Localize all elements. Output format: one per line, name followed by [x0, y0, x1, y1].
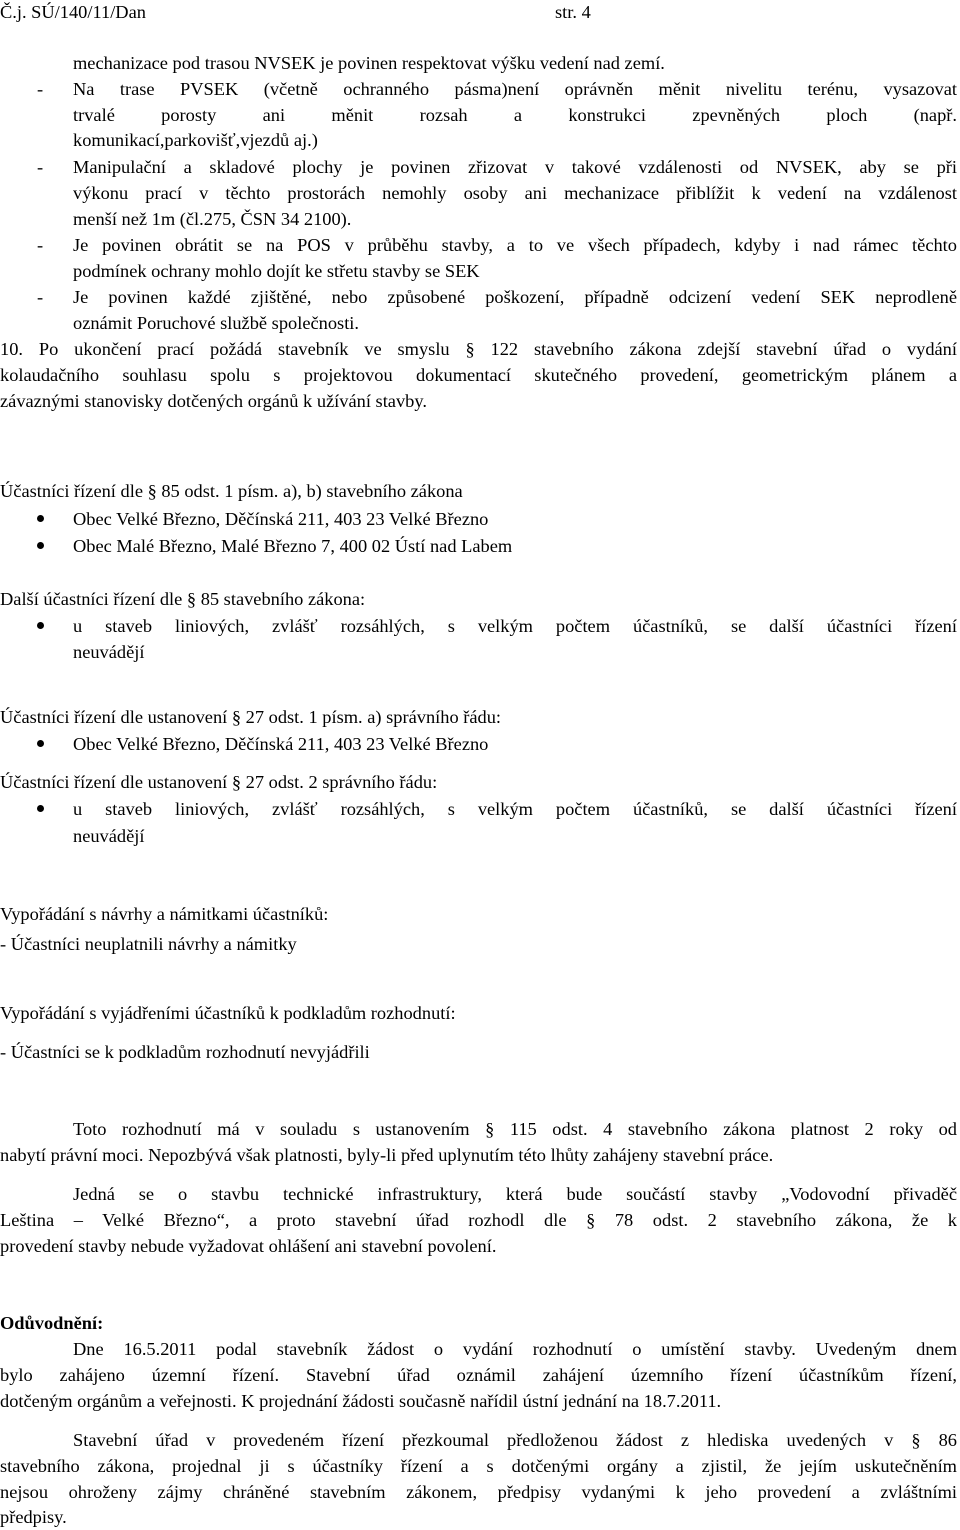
reasoning-line: Dne 16.5.2011 podal stavebník žádost o vydání rozhodnutí o umístění stavby. Uvedeným dnem	[73, 1339, 957, 1359]
condition-line: komunikací,parkovišť,vjezdů aj.)	[73, 130, 318, 150]
condition-line: menší než 1m (čl.275, ČSN 34 2100).	[73, 209, 352, 229]
condition-line: Na trase PVSEK (včetně ochranného pásma)není oprávněn měnit nivelitu terénu, vysazovat	[73, 79, 957, 99]
participant-item: Obec Velké Březno, Děčínská 211, 403 23 Velké Březno	[73, 509, 489, 529]
proposals-text: - Účastníci neuplatnili návrhy a námitky	[0, 934, 297, 954]
point-10-line: 10. Po ukončení prací požádá stavebník ve smyslu § 122 stavebního zákona zdejší stavební úřad o vydání	[0, 339, 957, 359]
reasoning-title	[0, 1311, 103, 1335]
participants-85-2-title: Další účastníci řízení dle § 85 stavebního zákona:	[0, 589, 366, 609]
bullet-icon	[37, 740, 44, 747]
validity-line: nabytí právní moci. Nepozbývá však platnosti, byly-li před uplynutím této lhůty zahájeny stavební práce.	[0, 1145, 774, 1165]
participants-27-1-title: Účastníci řízení dle ustanovení § 27 odst. 1 písm. a) správního řádu:	[0, 707, 502, 727]
reasoning-line: stavebního zákona, projednal ji s účastníky řízení a s dotčenými orgány a zjistil, že jejím uskutečněním	[0, 1456, 957, 1476]
condition-intro-line: mechanizace pod trasou NVSEK je povinen respektovat výšku vedení nad zemí.	[73, 53, 665, 73]
point-10-line: kolaudačního souhlasu spolu s projektovou dokumentací skutečného provedení, geometrickým plánem a	[0, 365, 957, 385]
validity-line: Toto rozhodnutí má v souladu s ustanovením § 115 odst. 4 stavebního zákona platnost 2 roky od	[73, 1119, 957, 1139]
participant-item: Obec Malé Březno, Malé Březno 7, 400 02 Ústí nad Labem	[73, 536, 513, 556]
condition-dash: -	[37, 235, 44, 255]
page-number: str. 4	[555, 2, 591, 22]
participants-27-2-title: Účastníci řízení dle ustanovení § 27 odst. 2 správního řádu:	[0, 772, 438, 792]
bullet-icon	[37, 622, 44, 629]
reasoning-line: předpisy.	[0, 1507, 67, 1527]
condition-line: Je povinen obrátit se na POS v průběhu stavby, a to ve všech případech, kdyby i nad rámec těchto	[73, 235, 957, 255]
proposals-title: Vypořádání s návrhy a námitkami účastníků:	[0, 904, 329, 924]
participant-item: u staveb liniových, zvlášť rozsáhlých, s velkým počtem účastníků, se další účastníci řízení	[73, 616, 957, 636]
bullet-icon	[37, 542, 44, 549]
condition-line: Je povinen každé zjištěné, nebo způsobené poškození, případně odcizení vedení SEK neprodleně	[73, 287, 957, 307]
infrastructure-line: Leština – Velké Březno“, a proto stavební úřad rozhodl dle § 78 odst. 2 stavebního zákona, že k	[0, 1210, 957, 1230]
reasoning-line: nejsou ohroženy zájmy chráněné stavebním zákonem, předpisy vydanými k jeho provedení a zvláštními	[0, 1482, 957, 1502]
statements-text: - Účastníci se k podkladům rozhodnutí nevyjádřili	[0, 1042, 370, 1062]
infrastructure-line: Jedná se o stavbu technické infrastruktury, která bude součástí stavby „Vodovodní přivaděč	[73, 1184, 957, 1204]
bullet-icon	[37, 805, 44, 812]
participant-item: u staveb liniových, zvlášť rozsáhlých, s velkým počtem účastníků, se další účastníci řízení	[73, 799, 957, 819]
statements-title: Vypořádání s vyjádřeními účastníků k podkladům rozhodnutí:	[0, 1003, 456, 1023]
infrastructure-line: provedení stavby nebude vyžadovat ohlášení ani stavební povolení.	[0, 1236, 497, 1256]
condition-line: oznámit Poruchové službě společnosti.	[73, 313, 360, 333]
participant-item: neuvádějí	[73, 642, 145, 662]
condition-line: výkonu prací v těchto prostorách nemohly osoby ani mechanizace přiblížit k vedení na vzdálenost	[73, 183, 957, 203]
condition-line: Manipulační a skladové plochy je povinen zřizovat v takové vzdálenosti od NVSEK, aby se při	[73, 157, 957, 177]
reasoning-line: Stavební úřad v provedeném řízení přezkoumal předloženou žádost z hlediska uvedených v § 86	[73, 1430, 957, 1450]
condition-dash: -	[37, 157, 44, 177]
condition-dash: -	[37, 79, 44, 99]
participants-85-1-title: Účastníci řízení dle § 85 odst. 1 písm. a), b) stavebního zákona	[0, 481, 463, 501]
condition-line: trvalé porosty ani měnit rozsah a konstrukci zpevněných ploch (např.	[73, 105, 957, 125]
condition-dash: -	[37, 287, 44, 307]
participant-item: neuvádějí	[73, 826, 145, 846]
condition-line: podmínek ochrany mohlo dojít ke střetu stavby se SEK	[73, 261, 480, 281]
reasoning-line: dotčeným orgánům a veřejnosti. K projednání žádosti současně nařídil ústní jednání na 18.7.2011.	[0, 1391, 722, 1411]
participant-item: Obec Velké Březno, Děčínská 211, 403 23 Velké Březno	[73, 734, 489, 754]
bullet-icon	[37, 515, 44, 522]
reasoning-title-text: Odůvodnění:	[0, 1313, 104, 1333]
point-10-line: závaznými stanovisky dotčených orgánů k užívání stavby.	[0, 391, 427, 411]
document-reference: Č.j. SÚ/140/11/Dan	[0, 2, 146, 22]
reasoning-line: bylo zahájeno územní řízení. Stavební úřad oznámil zahájení územního řízení účastníkům řízení,	[0, 1365, 957, 1385]
